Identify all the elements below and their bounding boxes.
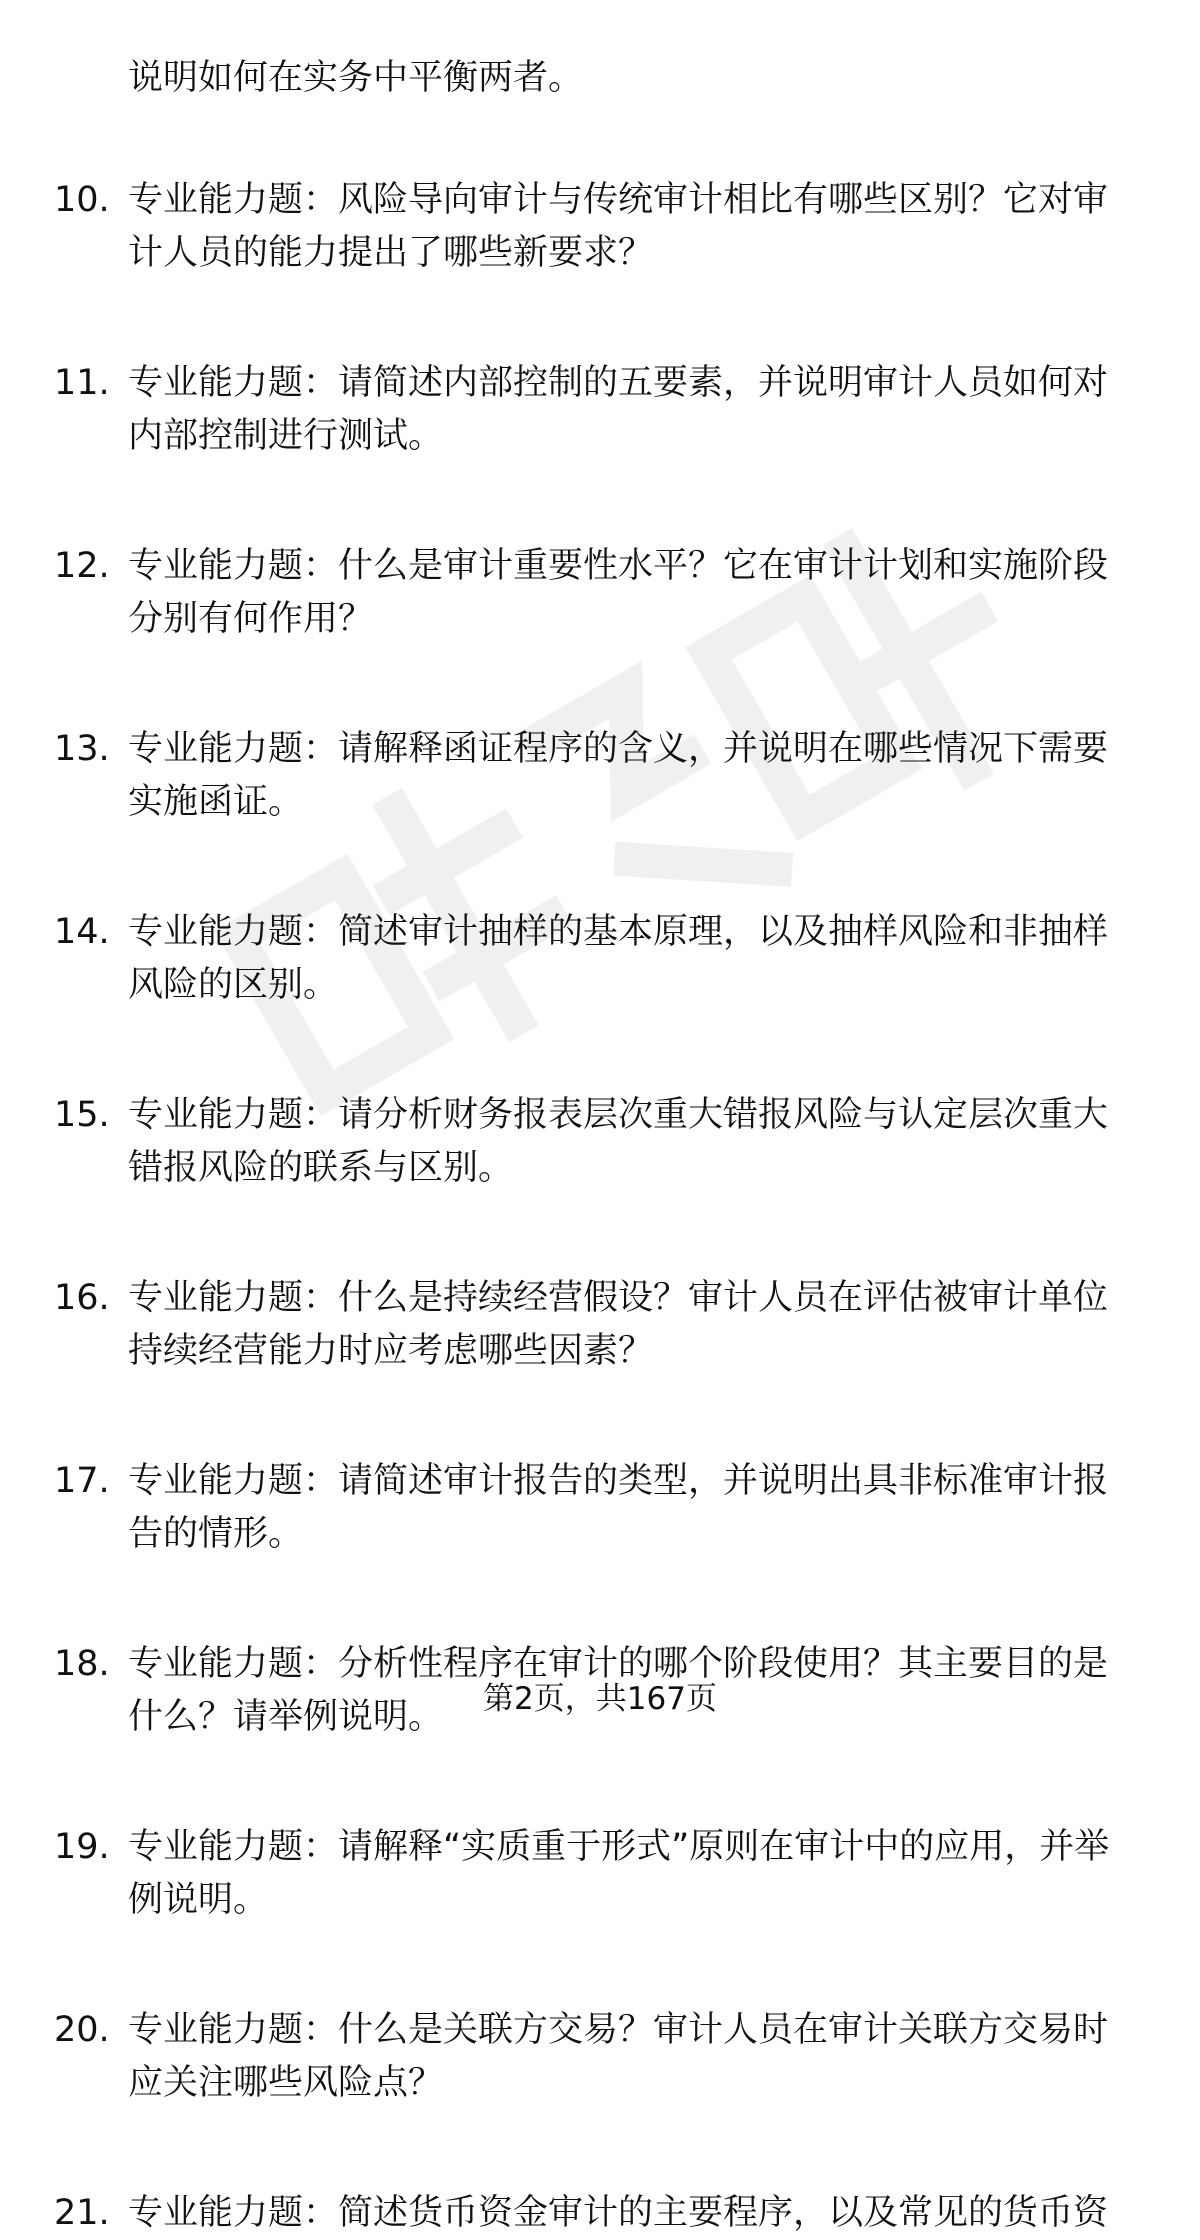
continuation-text: 说明如何在实务中平衡两者。: [128, 58, 584, 98]
item-number: 16.: [54, 1278, 110, 1318]
item-number: 13.: [54, 729, 110, 769]
page-footer: 第2页，共167页: [483, 1681, 717, 1717]
list-item: [0, 2187, 1200, 2240]
item-text: 专业能力题：简述审计抽样的基本原理，以及抽样风险和非抽样风险的区别。: [128, 912, 1109, 1005]
list-item: [0, 723, 1200, 829]
item-number: 14.: [54, 912, 110, 952]
list-item: [0, 2004, 1200, 2110]
item-number: 11.: [54, 363, 110, 403]
item-text: 专业能力题：风险导向审计与传统审计相比有哪些区别？它对审计人员的能力提出了哪些新要求？: [128, 180, 1109, 273]
item-text: 专业能力题：请简述审计报告的类型，并说明出具非标准审计报告的情形。: [128, 1461, 1109, 1554]
item-number: 10.: [54, 180, 110, 220]
item-text: 专业能力题：分析性程序在审计的哪个阶段使用？其主要目的是什么？请举例说明。: [128, 1644, 1109, 1737]
list-item: [0, 906, 1200, 1012]
list-item: [0, 357, 1200, 463]
list-item: [0, 174, 1200, 280]
list-item: [0, 1821, 1200, 1927]
item-number: 20.: [54, 2010, 110, 2050]
item-text: 专业能力题：请简述内部控制的五要素，并说明审计人员如何对内部控制进行测试。: [128, 363, 1109, 456]
item-text: 专业能力题：请分析财务报表层次重大错报风险与认定层次重大错报风险的联系与区别。: [128, 1095, 1109, 1188]
question-list: [0, 52, 1200, 2240]
item-text: 专业能力题：请解释函证程序的含义，并说明在哪些情况下需要实施函证。: [128, 729, 1109, 822]
list-item: [0, 540, 1200, 646]
item-text: 专业能力题：什么是审计重要性水平？它在审计计划和实施阶段分别有何作用？: [128, 546, 1109, 639]
item-number: 21.: [54, 2193, 110, 2233]
list-item: [0, 1455, 1200, 1561]
item-text: 专业能力题：什么是持续经营假设？审计人员在评估被审计单位持续经营能力时应考虑哪些因素？: [128, 1278, 1109, 1371]
item-text: 专业能力题：请解释“实质重于形式”原则在审计中的应用，并举例说明。: [128, 1827, 1110, 1920]
item-number: 12.: [54, 546, 110, 586]
list-item: [0, 1272, 1200, 1378]
item-text: 专业能力题：简述货币资金审计的主要程序，以及常见的货币资: [128, 2193, 1109, 2233]
item-number: 15.: [54, 1095, 110, 1135]
item-number: 17.: [54, 1461, 110, 1501]
item-text: 专业能力题：什么是关联方交易？审计人员在审计关联方交易时应关注哪些风险点？: [128, 2010, 1109, 2103]
list-item: [0, 1089, 1200, 1195]
item-number: 18.: [54, 1644, 110, 1684]
item-number: 19.: [54, 1827, 110, 1867]
